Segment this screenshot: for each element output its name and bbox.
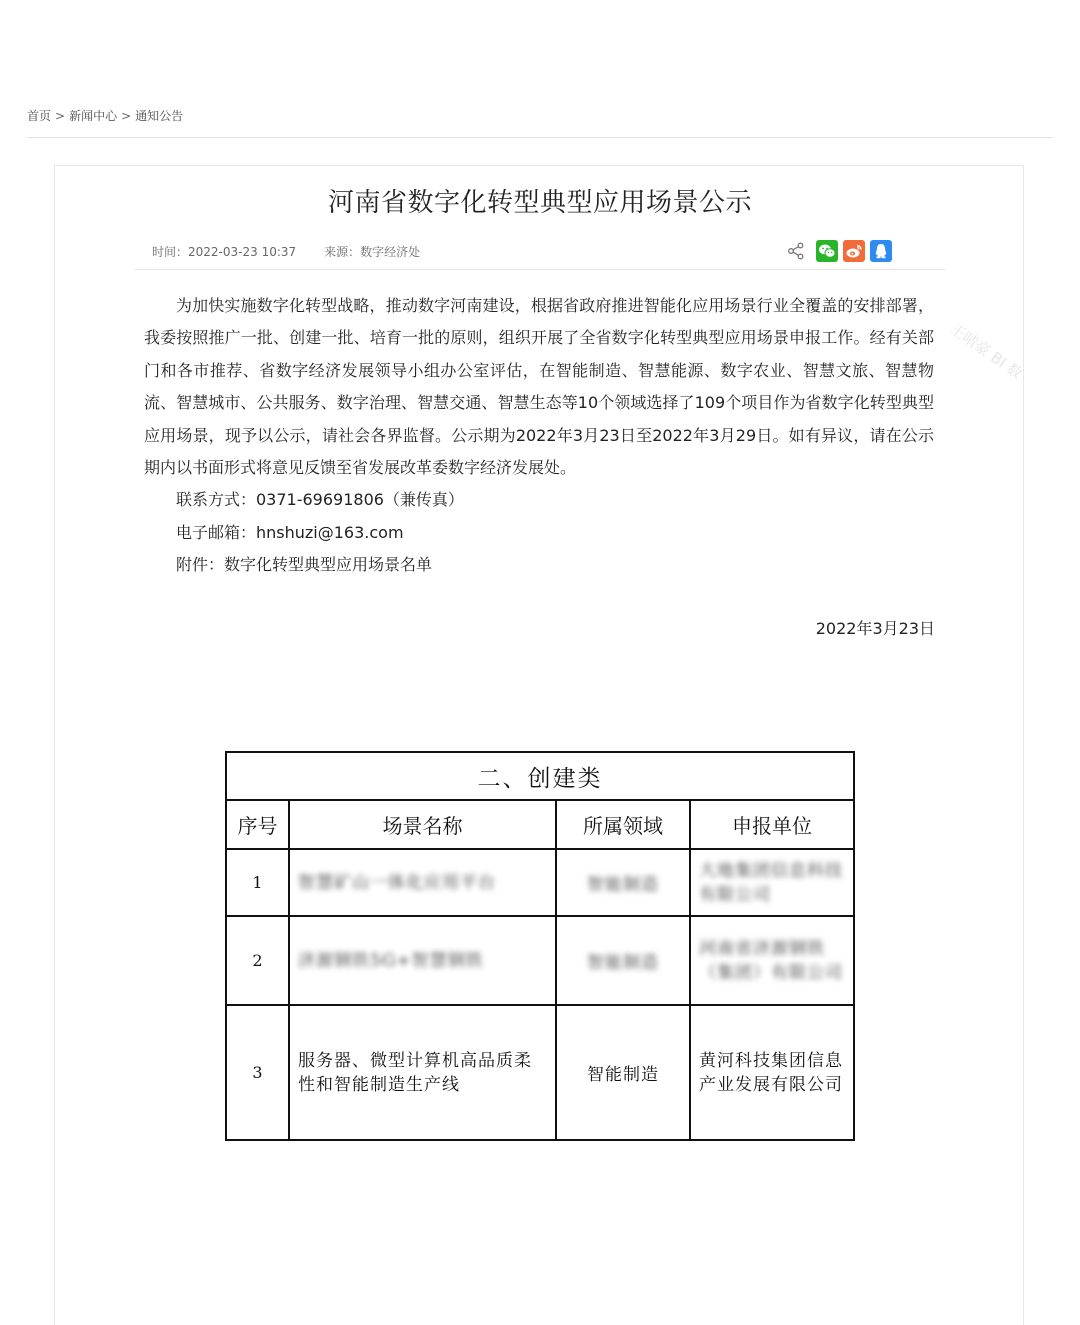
table-header-row (226, 800, 854, 849)
page-title: 河南省数字化转型典型应用场景公示 (327, 188, 752, 218)
qq-icon (873, 242, 889, 260)
article-body (144, 290, 934, 582)
header-unit: 申报单位 (690, 800, 854, 849)
meta-divider (135, 269, 945, 270)
source-value: 数字经济处 (360, 245, 421, 259)
row-no: 2 (226, 916, 289, 1005)
breadcrumb-separator: > (55, 108, 66, 123)
breadcrumb (27, 107, 183, 124)
contact-phone: 联系方式：0371-69691806（兼传真） (176, 490, 464, 510)
row-no: 3 (226, 1005, 289, 1140)
row-unit-blurred: 河南省济源钢铁（集团）有限公司 (690, 916, 854, 1005)
wechat-share-button[interactable] (816, 240, 838, 262)
row-field-blurred: 智能制造 (556, 916, 690, 1005)
wechat-icon (818, 243, 836, 259)
table-row (226, 916, 854, 1005)
row-name-blurred: 智慧矿山一体化应用平台 (289, 849, 556, 916)
breadcrumb-divider (27, 137, 1053, 138)
row-name-blurred: 济源钢铁5G+智慧钢铁 (289, 916, 556, 1005)
weibo-icon (845, 243, 863, 259)
qq-share-button[interactable] (870, 240, 892, 262)
breadcrumb-separator: > (121, 108, 132, 123)
breadcrumb-news-link[interactable]: 新闻中心 (69, 109, 118, 123)
share-icon[interactable] (786, 241, 806, 261)
body-paragraph: 为加快实施数字化转型战略，推动数字河南建设，根据省政府推进智能化应用场景行业全覆盖的安排部署，我委按照推广一批、创建一批、培育一批的原则，组织开展了全省数字化转型典型应用场景申报工作。经有关部门和各市推荐、省数字经济发展领导小组办公室评估，在智能制造、智慧能源、数字农业、智慧文旅、智慧物流、智慧城市、公共服务、数字治理、智慧交通、智慧生态等10个领域选择了109个项目作为省数字化转型典型应用场景，现予以公示，请社会各界监督。公示期为2022年3月23日至2022年3月29日。如有异议，请在公示期内以书面形式将意见反馈至省发展改革委数字经济发展处。 (144, 296, 934, 478)
row-field: 智能制造 (556, 1005, 690, 1140)
attachment-line: 附件：数字化转型典型应用场景名单 (176, 555, 433, 575)
time-value: 2022-03-23 10:37 (188, 245, 297, 259)
header-no: 序号 (226, 800, 289, 849)
table-row (226, 849, 854, 916)
article-meta (152, 243, 420, 260)
row-name: 服务器、微型计算机高品质柔性和智能制造生产线 (289, 1005, 556, 1140)
row-unit: 黄河科技集团信息产业发展有限公司 (690, 1005, 854, 1140)
weibo-share-button[interactable] (843, 240, 865, 262)
watermark: 王晴豪 BI 数 (946, 319, 1026, 383)
breadcrumb-notice-link[interactable]: 通知公告 (135, 109, 184, 123)
table-row (226, 1005, 854, 1140)
header-field: 所属领域 (556, 800, 690, 849)
breadcrumb-home-link[interactable]: 首页 (27, 109, 52, 123)
row-unit-blurred: 大地集团信息科技有限公司 (690, 849, 854, 916)
header-name: 场景名称 (289, 800, 556, 849)
row-field-blurred: 智能制造 (556, 849, 690, 916)
scenario-table (225, 751, 855, 1141)
contact-email: 电子邮箱：hnshuzi@163.com (176, 522, 404, 542)
share-bar (786, 240, 897, 262)
table-caption: 二、创建类 (226, 752, 854, 800)
time-label: 时间： (152, 245, 189, 259)
row-no: 1 (226, 849, 289, 916)
source-label: 来源： (324, 245, 361, 259)
publish-date: 2022年3月23日 (815, 619, 935, 638)
